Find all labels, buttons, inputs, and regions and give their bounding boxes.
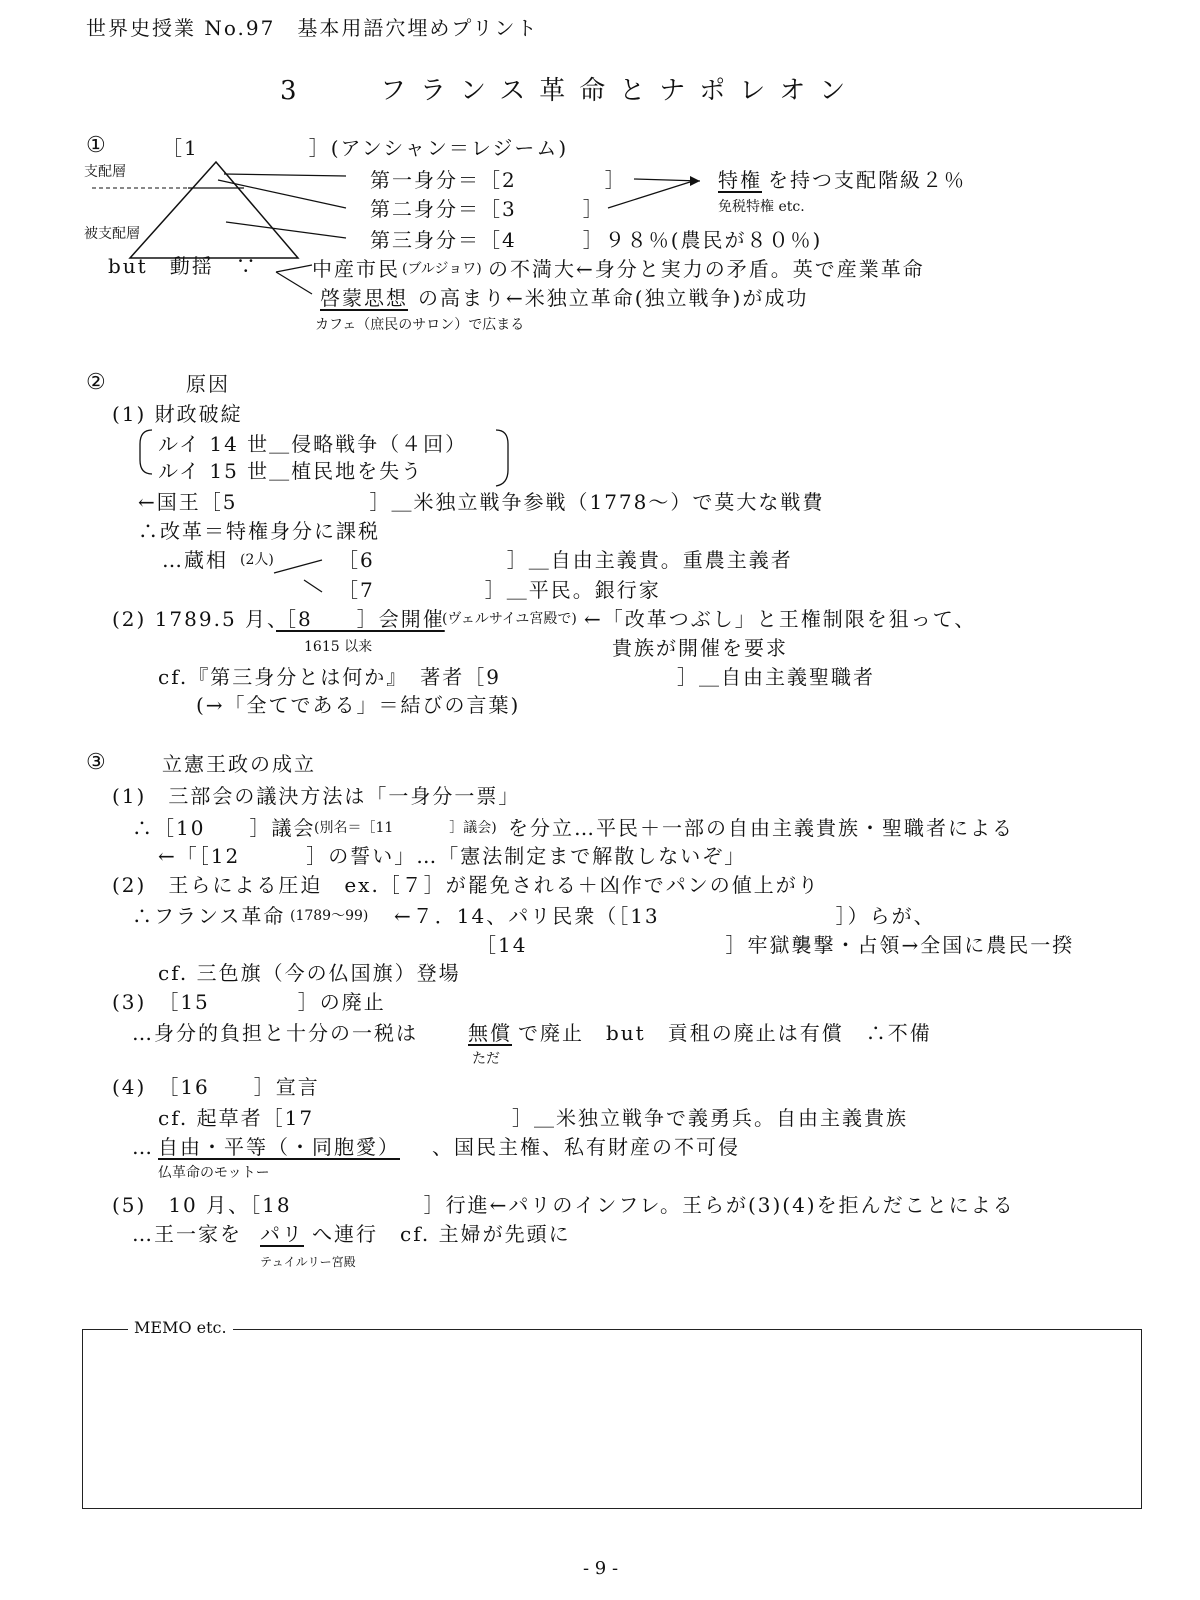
s3-p3a: …身分的負担と十分の一税は bbox=[132, 1021, 418, 1045]
third-estate: 第三身分＝［4 ］９８％(農民が８０％) bbox=[370, 228, 823, 252]
tada-note: ただ bbox=[472, 1051, 500, 1067]
ruling-class-label: 支配層 bbox=[84, 164, 126, 180]
s2-p1c: ←国王［5 ］＿米独立戦争参戦（1778～）で莫大な戦費 bbox=[138, 490, 825, 514]
section-3-number: ③ bbox=[86, 750, 108, 775]
s2-p2c: ←「改革つぶし」と王権制限を狙って、 bbox=[584, 607, 977, 631]
s3-p4b-pre: … bbox=[132, 1135, 154, 1159]
since-1615-note: 1615 以来 bbox=[304, 639, 373, 655]
s3-p2b: ［14 ］牢獄襲撃・占領→全国に農民一揆 bbox=[476, 933, 1075, 957]
paris-word: パリ bbox=[260, 1222, 304, 1246]
s3-p4: (4) ［16 ］宣言 bbox=[112, 1075, 320, 1099]
versailles-note: (ヴェルサイユ宮殿で) bbox=[442, 611, 577, 627]
tax-exemption-note: 免税特権 etc. bbox=[718, 199, 805, 215]
s3-p1a-small: (別名＝［11 ］議会) bbox=[314, 820, 497, 836]
s2-p1e-small: (2人) bbox=[240, 552, 274, 568]
s2-p2d: 貴族が開催を要求 bbox=[612, 636, 788, 660]
s3-p2a-rest: ←７．14、パリ民衆（［13 ］）らが、 bbox=[394, 904, 936, 928]
s3-p1b: ←「［12 ］の誓い」…「憲法制定まで解散しないぞ」 bbox=[158, 844, 747, 868]
s2-p1: (1) 財政破綻 bbox=[112, 402, 243, 426]
title-number: 3 bbox=[280, 76, 311, 106]
ruling-class-note: を持つ支配階級２％ bbox=[768, 168, 966, 192]
s3-p3a-rest: で廃止 but 貢租の廃止は有償 ∴不備 bbox=[518, 1021, 932, 1045]
s3-p1: (1) 三部会の議決方法は「一身分一票」 bbox=[112, 784, 521, 808]
s2-p1g: ［7 ］＿平民。銀行家 bbox=[338, 578, 661, 602]
first-estate: 第一身分＝［2 ］ bbox=[370, 168, 627, 192]
cause-1: 中産市民 bbox=[312, 257, 400, 281]
section-3-heading: 立憲王政の成立 bbox=[162, 752, 316, 776]
s3-p5: (5) 10 月、［18 ］行進←パリのインフレ。王らが(3)(4)を拒んだことによる bbox=[112, 1193, 1015, 1217]
header: 世界史授業 No.97 基本用語穴埋めプリント bbox=[86, 16, 539, 40]
s3-p2a-small: (1789～99) bbox=[290, 908, 369, 924]
s3-p1a: ∴［10 ］議会 bbox=[132, 816, 316, 840]
enlightenment: 啓蒙思想 bbox=[320, 286, 408, 310]
s3-p1a-rest: を分立…平民＋一部の自由主義貴族・聖職者による bbox=[508, 816, 1014, 840]
section-2-number: ② bbox=[86, 370, 108, 395]
s2-p2f: (→「全てである」＝結びの言葉) bbox=[196, 693, 521, 717]
s3-p4a: cf. 起草者［17 ］＿米独立戦争で義勇兵。自由主義貴族 bbox=[158, 1106, 909, 1130]
tuileries-note: テュイルリー宮殿 bbox=[260, 1255, 356, 1269]
sec1-line1: ［1 ］(アンシャン＝レジーム) bbox=[162, 136, 569, 160]
cafe-note: カフェ（庶民のサロン）で広まる bbox=[315, 317, 525, 333]
estates-general: ［8 ］会開催 bbox=[276, 607, 445, 631]
liberty-equality: 自由・平等（・同胞愛） bbox=[158, 1135, 400, 1159]
cause-1-rest: の不満大←身分と実力の矛盾。英で産業革命 bbox=[488, 257, 925, 281]
privilege-word: 特権 bbox=[718, 168, 762, 192]
s2-p1f: ［6 ］＿自由主義貴。重農主義者 bbox=[338, 548, 793, 572]
s2-p1a: ルイ 14 世＿侵略戦争（４回） bbox=[158, 432, 468, 456]
memo-label: MEMO etc. bbox=[128, 1318, 233, 1337]
section-2-heading: 原因 bbox=[186, 372, 230, 396]
s2-p2e: cf.『第三身分とは何か』 著者［9 ］＿自由主義聖職者 bbox=[158, 665, 875, 689]
motto-note: 仏革命のモットー bbox=[158, 1165, 270, 1181]
page-title: フランス革命とナポレオン bbox=[380, 76, 860, 106]
s3-p5a-pre: …王一家を bbox=[132, 1222, 242, 1246]
second-estate: 第二身分＝［3 ］ bbox=[370, 197, 605, 221]
ruled-class-label: 被支配層 bbox=[84, 226, 140, 242]
s3-p2c: cf. 三色旗（今の仏国旗）登場 bbox=[158, 961, 461, 985]
s3-p2a: ∴フランス革命 bbox=[132, 904, 286, 928]
bourgeois-note: (ブルジョワ) bbox=[402, 261, 482, 277]
s2-p1e: …蔵相 bbox=[162, 548, 228, 572]
cause-2-rest: の高まり←米独立革命(独立戦争)が成功 bbox=[418, 286, 809, 310]
free-of-charge: 無償 bbox=[468, 1021, 512, 1045]
s2-p2a: (2) 1789.5 月、 bbox=[112, 607, 290, 631]
s2-p1d: ∴改革＝特権身分に課税 bbox=[138, 519, 380, 543]
memo-box[interactable] bbox=[82, 1329, 1142, 1509]
s3-p5a-rest: へ連行 cf. 主婦が先頭に bbox=[312, 1222, 571, 1246]
but-shaken: but 動揺 ∵ bbox=[108, 254, 258, 278]
s3-p4b-rest: 、国民主権、私有財産の不可侵 bbox=[432, 1135, 740, 1159]
s3-p3: (3) ［15 ］の廃止 bbox=[112, 990, 386, 1014]
section-1-number: ① bbox=[86, 133, 108, 158]
page-number: - 9 - bbox=[583, 1558, 619, 1579]
s2-p1b: ルイ 15 世＿植民地を失う bbox=[158, 459, 424, 483]
s3-p2: (2) 王らによる圧迫 ex.［７］が罷免される＋凶作でパンの値上がり bbox=[112, 873, 820, 897]
